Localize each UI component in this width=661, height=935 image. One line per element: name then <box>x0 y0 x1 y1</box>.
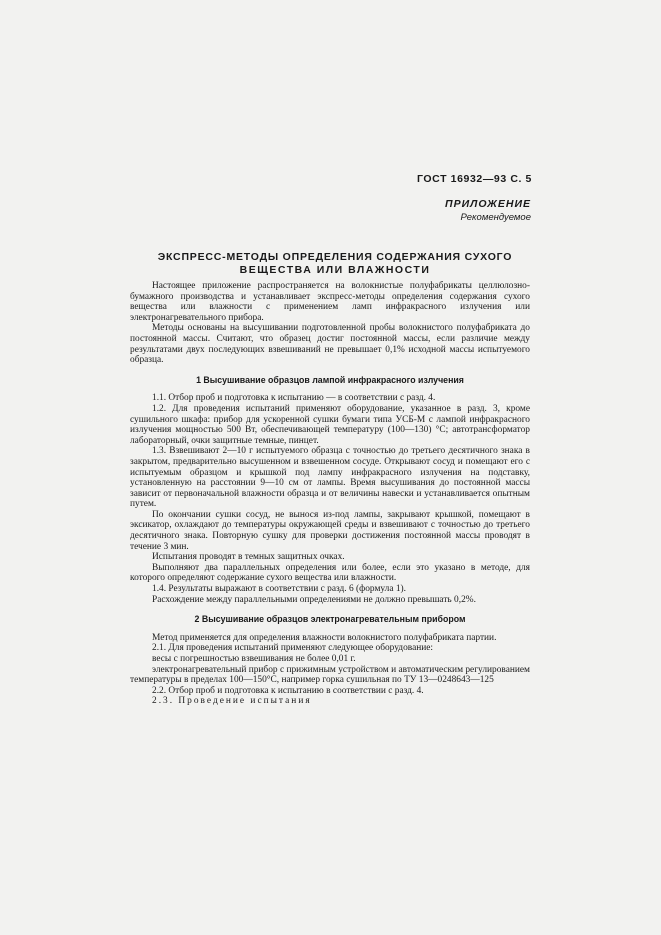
intro-paragraph-1: Настоящее приложение распространяется на волокнистые полуфабрикаты целлюлозно-бумажного производства и устанавливает экспресс-методы определения содержания сухого вещества или влажности с применением ламп инфракрасного излучения или электронагревательного прибора. <box>130 281 530 323</box>
document-body <box>130 281 530 707</box>
section-2-paragraph: Метод применяется для определения влажности волокнистого полуфабриката партии. <box>152 632 497 643</box>
appendix-label: ПРИЛОЖЕНИЕ <box>445 198 531 210</box>
title-line-2: ВЕЩЕСТВА ИЛИ ВЛАЖНОСТИ <box>239 264 431 276</box>
section-1-paragraph: По окончании сушки сосуд, не вынося из-под лампы, закрывают крышкой, помещают в эксикатор, охлаждают до температуры окружающей среды и взвешивают с точностью до третьего десятичного знака. Повторную сушку для проверки достижения постоянной массы проводят в течение 3 мин. <box>130 509 530 552</box>
section-1-paragraph: Выполняют два параллельных определения или более, если это указано в методе, для которого определяют содержание сухого вещества или влажности. <box>130 562 530 584</box>
title-line-1: ЭКСПРЕСС-МЕТОДЫ ОПРЕДЕЛЕНИЯ СОДЕРЖАНИЯ СУХОГО <box>157 251 513 263</box>
section-1-paragraph: 1.3. Взвешивают 2—10 г испытуемого образца с точностью до третьего десятичного знака в закрытом, предварительно высушенном и взвешенном сосуде. Открывают сосуд и помещают его с испытуемым образцом и крышкой под лампу инфракрасного излучения на подставку, установленную на расстоянии 9—10 см от лампы. Время высушивания до постоянной массы зависит от первоначальной влажности образца и от величины навески и устанавливается опытным путем. <box>130 446 530 510</box>
section-1-paragraph: 1.2. Для проведения испытаний применяют оборудование, указанное в разд. 3, кроме сушильного шкафа: прибор для ускоренной сушки бумаги типа УСБ-М с лампой инфракрасного излучения мощностью 500 Вт, обеспечивающей температуру (100—130) °С; автотрансформатор лабораторный, очки защитные темные, пинцет. <box>130 403 530 446</box>
section-1-paragraph: Расхождение между параллельными определениями не должно превышать 0,2%. <box>152 594 476 605</box>
section-1-paragraph: Испытания проводят в темных защитных очках. <box>152 552 345 563</box>
section-2-paragraph: 2.1. Для проведения испытаний применяют следующее оборудование: <box>152 643 434 654</box>
intro-paragraph-2: Методы основаны на высушивании подготовленной пробы волокнистого полуфабриката до постоянной массы. Считают, что образец достиг постоянной массы, если различие между результатами двух последующих взвешиваний не превышает 0,1% исходной массы испытуемого образца. <box>130 323 530 366</box>
section-1-paragraph: 1.4. Результаты выражают в соответствии с разд. 6 (формула 1). <box>152 584 406 595</box>
section-2-subheading: 2.3. Проведение испытания <box>152 696 312 707</box>
section-1-heading: 1 Высушивание образцов лампой инфракрасного излучения <box>196 374 464 385</box>
standard-header: ГОСТ 16932—93 С. 5 <box>417 173 532 185</box>
document-title <box>150 251 520 277</box>
section-2-paragraph: 2.2. Отбор проб и подготовка к испытанию в соответствии с разд. 4. <box>152 685 424 696</box>
appendix-status: Рекомендуемое <box>460 212 531 223</box>
section-2-heading: 2 Высушивание образцов электронагревательным прибором <box>194 614 466 625</box>
section-2-paragraph: весы с погрешностью взвешивания не более 0,01 г. <box>152 654 356 664</box>
section-1-paragraph: 1.1. Отбор проб и подготовка к испытанию — в соответствии с разд. 4. <box>152 393 436 404</box>
section-2-paragraph: электронагревательный прибор с прижимным устройством и автоматическим регулированием температуры в пределах 100—150°С, например горка сушильная по ТУ 13—0248643—125 <box>130 664 530 686</box>
